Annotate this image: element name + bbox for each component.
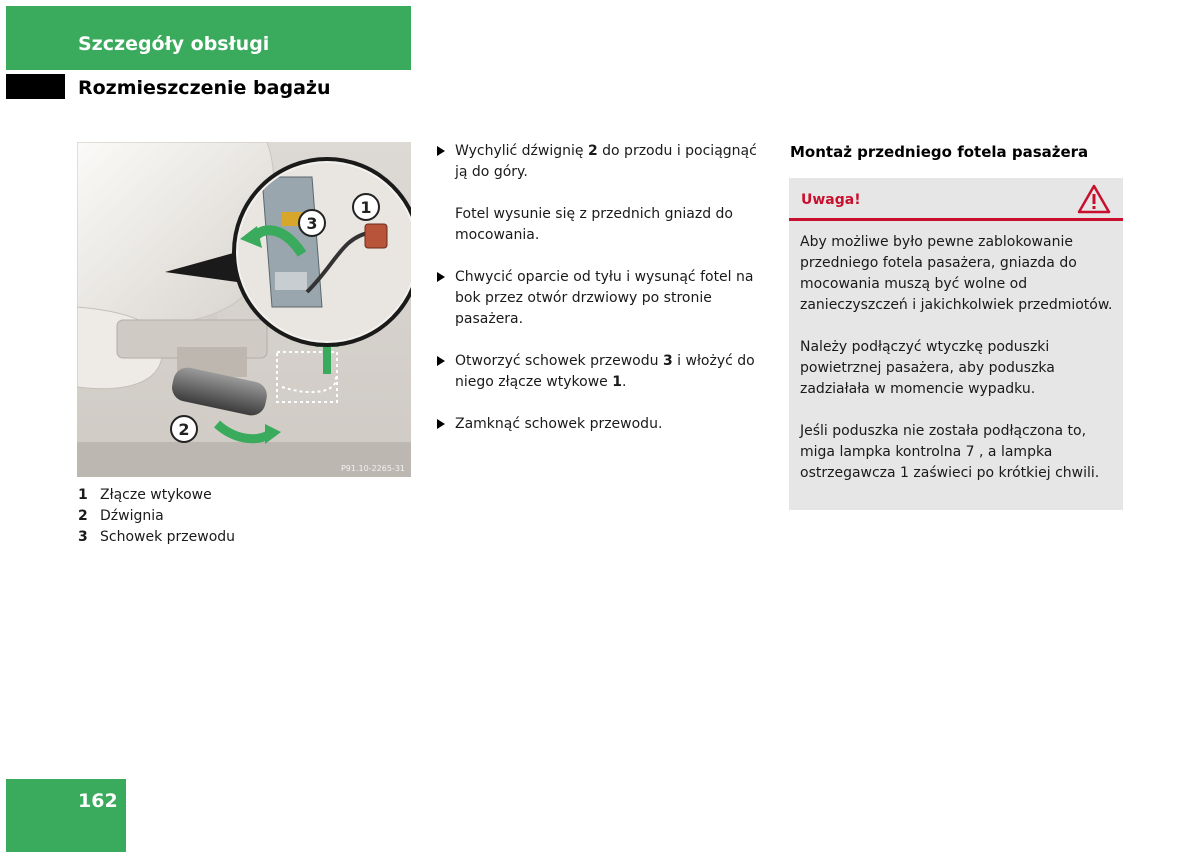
warning-paragraph: Należy podłączyć wtyczkę poduszki powietrznej pasażera, aby poduszka zadziałała w momencie wypadku. [800, 339, 1055, 397]
step-item [437, 414, 767, 435]
warning-paragraph: Jeśli poduszka nie została podłączona to, miga lampka kontrolna 7 , a lampka ostrzegawcza 1 zaświeci po krótkiej chwili. [800, 423, 1100, 481]
legend-number: 1 [78, 487, 88, 503]
step-item [437, 351, 767, 393]
step-text: do przodu i pociągnąć ją do góry. [455, 143, 757, 180]
seat-illustration [77, 142, 411, 477]
step-text: Otworzyć schowek przewodu [455, 353, 663, 369]
step-text: Zamknąć schowek przewodu. [455, 416, 663, 432]
step-ref: 3 [662, 353, 673, 369]
legend-text: Schowek przewodu [100, 529, 236, 545]
step-ref: 2 [587, 143, 598, 159]
callout-2: 2 [178, 420, 190, 439]
bullet-arrow-icon [437, 356, 445, 366]
step-item [437, 267, 767, 330]
legend-text: Złącze wtykowe [100, 487, 212, 503]
section-title: Montaż przedniego fotela pasażera [790, 143, 1089, 161]
section-heading: Rozmieszczenie bagażu [78, 77, 331, 99]
instruction-steps [437, 141, 767, 456]
chapter-title: Szczegóły obsługi [78, 33, 270, 55]
bullet-arrow-icon [437, 272, 445, 282]
warning-triangle-icon [1077, 184, 1111, 218]
legend-number: 3 [78, 529, 88, 545]
legend-item [78, 527, 235, 548]
step-note: Fotel wysunie się z przednich gniazd do mocowania. [455, 206, 733, 243]
page-number: 162 [78, 790, 118, 812]
callout-1: 1 [360, 198, 372, 217]
figure-legend [78, 485, 235, 548]
legend-item [78, 485, 235, 506]
figure-code: P91.10-2265-31 [340, 464, 405, 473]
step-text: i włożyć do niego złącze wtykowe [455, 353, 755, 390]
step-text: . [621, 374, 627, 390]
warning-body [789, 221, 1123, 484]
step-item [437, 141, 767, 183]
legend-item [78, 506, 235, 527]
warning-label: Uwaga! [801, 192, 861, 208]
legend-text: Dźwignia [100, 508, 164, 524]
step-text: Chwycić oparcie od tyłu i wysunąć fotel na bok przez otwór drzwiowy po stronie pasażera. [455, 269, 754, 327]
step-text: Wychylić dźwignię [455, 143, 588, 159]
header-marker [6, 74, 65, 99]
warning-box [789, 178, 1123, 510]
warning-header [789, 178, 1123, 221]
callout-3: 3 [306, 214, 318, 233]
bullet-arrow-icon [437, 419, 445, 429]
bullet-arrow-icon [437, 146, 445, 156]
legend-number: 2 [78, 508, 88, 524]
step-ref: 1 [612, 374, 622, 390]
warning-paragraph: Aby możliwe było pewne zablokowanie przedniego fotela pasażera, gniazda do mocowania muszą być wolne od zanieczyszczeń i jakichkolwiek przedmiotów. [800, 234, 1113, 313]
